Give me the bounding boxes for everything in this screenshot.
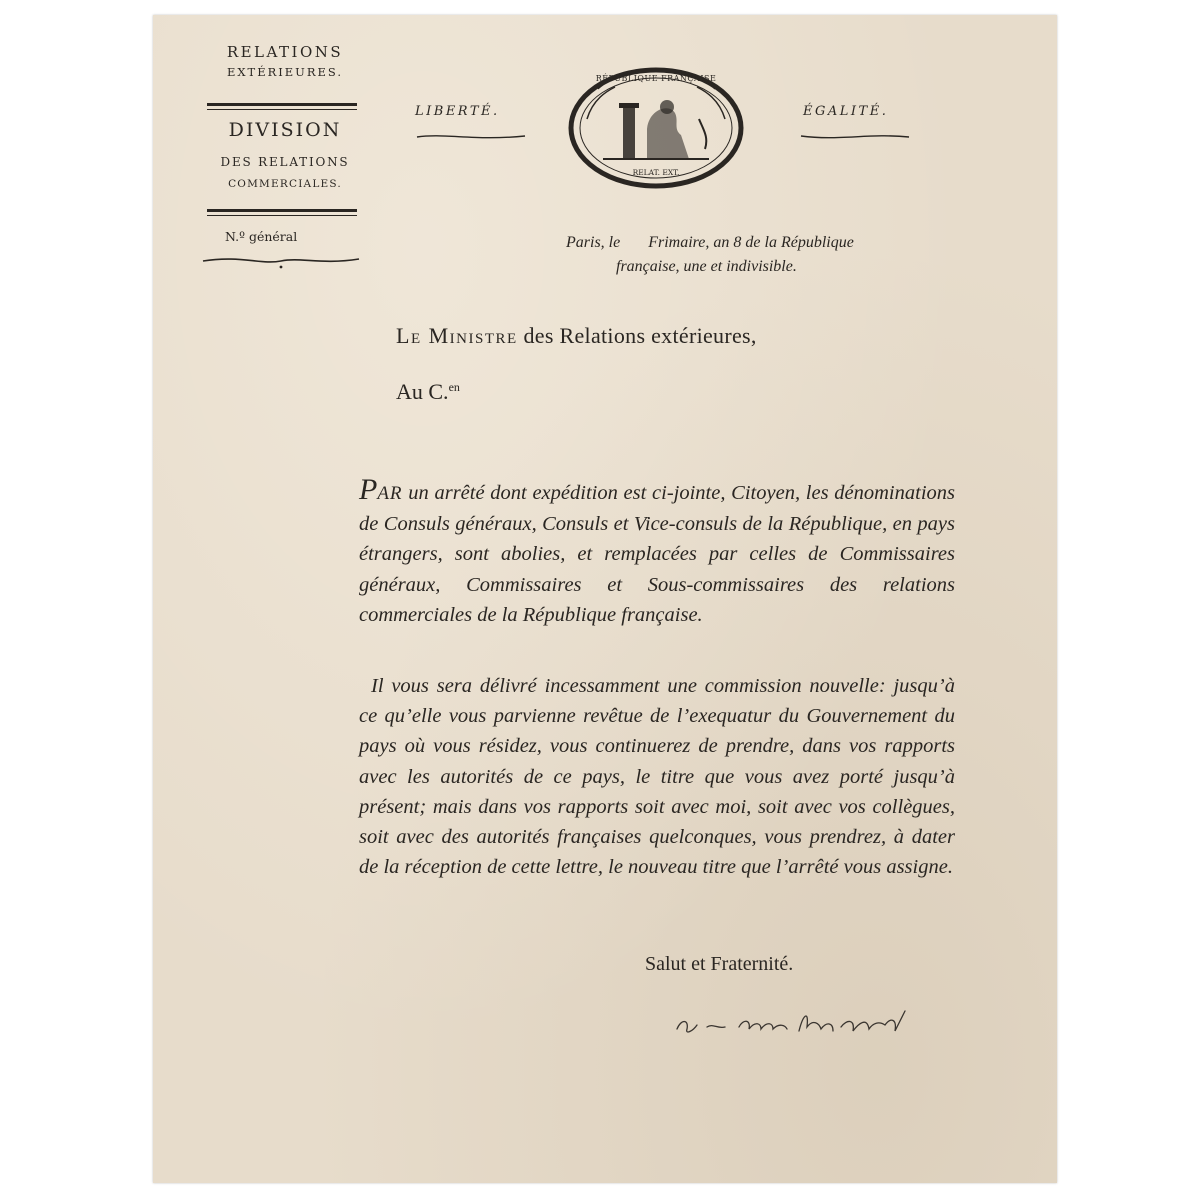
flourish-rule [201,251,361,271]
seal-bottom-text: RELAT. EXT. [632,168,680,177]
reference-number-label: N.º général [225,229,298,244]
recipient-label: Au C. [396,379,449,404]
division-title: DIVISION [228,119,342,141]
flourish-rule [415,131,527,143]
drop-cap: P [359,473,378,506]
flourish-rule [799,131,911,143]
sender-department: des Relations extérieures, [517,323,757,348]
sender-title: Le Ministre [396,323,518,348]
dateline-place-date: Paris, le Frimaire, an 8 de la République [566,234,854,251]
header-rule [207,209,357,212]
body-paragraph-1-text: un arrêté dont expédition est ci-jointe, Citoyen, les dénominations de Consuls généraux, Consuls et Vice-consuls de la République, en pays étrangers, sont abolies, et remplacées par celles de Commissaires généraux, Commissaires et Sous-commissaires des relations commerciales de la République française. [359,482,955,626]
handwritten-signature [673,1001,923,1045]
closing-salutation: Salut et Fraternité. [645,953,794,975]
division-subtitle: DES RELATIONS [220,155,350,169]
department-title: RELATIONS [226,43,344,61]
header-rule [207,109,357,110]
letter-sheet [153,15,1057,1183]
body-paragraph-2: Il vous sera délivré incessamment une commission nouvelle: jusqu’à ce qu’elle vous parvienne revêtue de l’exequatur du Gouvernement du pays où vous résidez, vous continuerez de prendre, dans vos rapports avec les autorités de ce pays, le titre que vous avez porté jusqu’à présent; mais dans vos rapports soit avec moi, soit avec vos collègues, soit avec des autorités françaises quelconques, vous prendrez, à dater de la réception de cette lettre, le nouveau titre que l’arrêté vous assigne. [359,675,955,879]
body-paragraph-1 [359,475,955,630]
sender-line [396,323,757,349]
header-rule [207,103,357,106]
seal-top-text: RÉPUBLIQUE FRANÇAISE [595,74,717,83]
dateline-republic: française, une et indivisible. [616,258,797,275]
motto-egalite: ÉGALITÉ. [803,104,889,119]
department-subtitle: EXTÉRIEURES. [226,65,344,79]
recipient-superscript: en [448,380,460,394]
division-subtitle-2: COMMERCIALES. [228,178,342,190]
republic-seal-vignette [563,59,749,193]
header-rule [207,215,357,216]
recipient-line [396,379,460,405]
drop-cap-rest: AR [377,483,403,504]
motto-liberte: LIBERTÉ. [415,104,500,119]
